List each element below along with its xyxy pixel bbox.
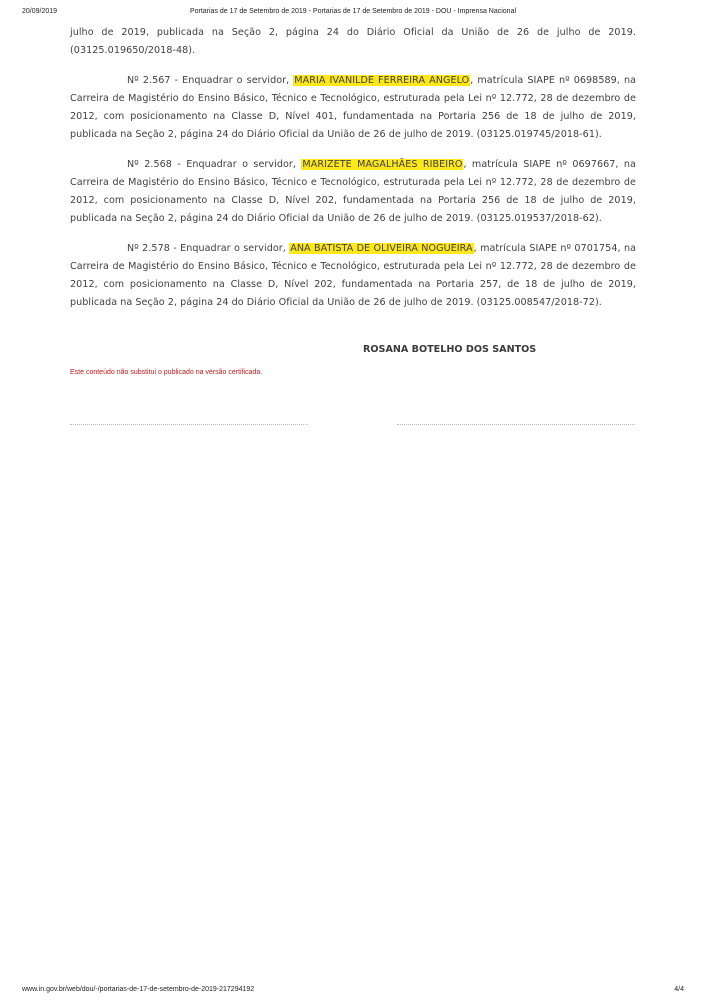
paragraph-rest: , matrícula SIAPE nº 0697667, na Carreira de Magistério do Ensino Básico, Técnico e Tecnológico, estruturada pela Lei nº 12.772, 28 de dezembro de 2012, com posicionamento na Classe D, Nível 202, fundamentada na Portaria 256 de 18 de julho de 2019, publicada na Seção 2, página 24 do Diário Oficial da União de 26 de julho de 2019. (03125.019537/2018-62). bbox=[70, 159, 636, 224]
paragraph-lead: Nº 2.568 - Enquadrar o servidor, bbox=[127, 159, 302, 170]
portaria-2567 bbox=[70, 72, 636, 144]
paragraph-rest: , matrícula SIAPE nº 0701754, na Carreira de Magistério do Ensino Básico, Técnico e Tecnológico, estruturada pela Lei nº 12.772, 28 de dezembro de 2012, com posicionamento na Classe D, Nível 202, fundamentada na Portaria 257, de 18 de julho de 2019, publicada na Seção 2, página 24 do Diário Oficial da União de 26 de julho de 2019. (03125.008547/2018-72). bbox=[70, 243, 637, 308]
portaria-2568 bbox=[70, 156, 636, 228]
paragraph-lead: Nº 2.567 - Enquadrar o servidor, bbox=[127, 75, 294, 86]
highlighted-name: ANA BATISTA DE OLIVEIRA NOGUEIRA bbox=[290, 243, 473, 254]
portaria-2578 bbox=[70, 240, 636, 312]
paragraph-lead: Nº 2.578 - Enquadrar o servidor, bbox=[127, 243, 290, 254]
article-body bbox=[70, 24, 636, 324]
highlighted-name: MARIZETE MAGALHÃES RIBEIRO bbox=[302, 159, 463, 170]
disclaimer-notice: Este conteúdo não substitui o publicado na versão certificada. bbox=[70, 369, 263, 376]
divider-left bbox=[70, 424, 308, 425]
paragraph-continuation bbox=[70, 24, 636, 60]
print-header bbox=[0, 8, 706, 20]
signature-name: ROSANA BOTELHO DOS SANTOS bbox=[363, 344, 537, 355]
print-date: 20/09/2019 bbox=[22, 8, 58, 15]
divider-right bbox=[397, 424, 635, 425]
paragraph-rest: , matrícula SIAPE nº 0698589, na Carreira de Magistério do Ensino Básico, Técnico e Tecnológico, estruturada pela Lei nº 12.772, 28 de dezembro de 2012, com posicionamento na Classe D, Nível 401, fundamentada na Portaria 256 de 18 de julho de 2019, publicada na Seção 2, página 24 do Diário Oficial da União de 26 de julho de 2019. (03125.019745/2018-61). bbox=[70, 75, 636, 140]
print-title: Portarias de 17 de Setembro de 2019 - Portarias de 17 de Setembro de 2019 - DOU - Imprensa Nacional bbox=[189, 8, 517, 15]
page-number: 4/4 bbox=[674, 986, 684, 993]
footer-url: www.in.gov.br/web/dou/-/portarias-de-17-de-setembro-de-2019-217294192 bbox=[22, 986, 255, 993]
highlighted-name: MARIA IVANILDE FERREIRA ANGELO bbox=[294, 75, 470, 86]
paragraph-text: julho de 2019, publicada na Seção 2, página 24 do Diário Oficial da União de 26 de julho de 2019. (03125.019650/2018-48). bbox=[70, 27, 636, 56]
